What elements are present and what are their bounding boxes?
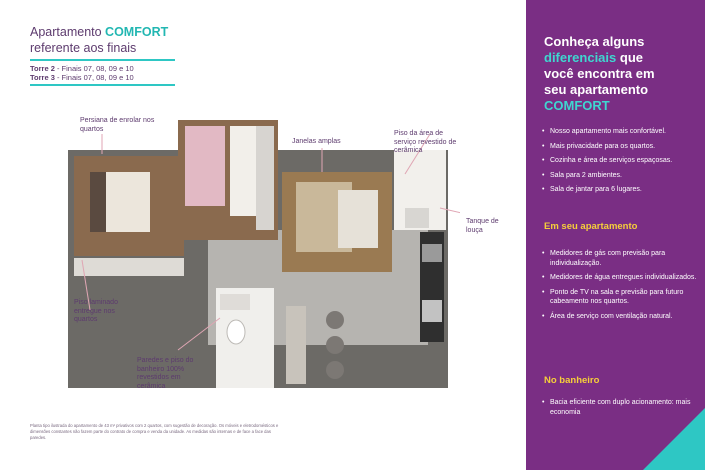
chair-icon bbox=[326, 361, 344, 379]
teal-corner-decoration bbox=[643, 408, 705, 470]
sofa-icon bbox=[338, 190, 378, 248]
section-title-bathroom: No banheiro bbox=[544, 375, 600, 386]
callout-persiana: Persiana de enrolar nos quartos bbox=[80, 117, 155, 133]
chair-icon bbox=[326, 336, 344, 354]
list-item: • Cozinha e área de serviços espaçosas. bbox=[542, 156, 702, 166]
list-item: • Medidores de gás com previsão para individualização. bbox=[542, 249, 702, 268]
list-item: • Sala de jantar para 6 lugares. bbox=[542, 185, 702, 195]
tower-divider bbox=[30, 84, 175, 86]
list-item: • Bacia eficiente com duplo acionamento: mais economia bbox=[542, 398, 702, 417]
page-subtitle: referente aos finais bbox=[30, 41, 137, 55]
list-item: • Sala para 2 ambientes. bbox=[542, 171, 702, 181]
list-item: • Nosso apartamento mais confortável. bbox=[542, 127, 702, 137]
closet-icon bbox=[74, 258, 184, 276]
chair-icon bbox=[326, 311, 344, 329]
tower-line-3: Torre 3 - Finais 07, 08, 09 e 10 bbox=[30, 73, 134, 82]
sink-icon bbox=[422, 300, 442, 322]
bed-2-icon bbox=[185, 126, 225, 206]
features-sidebar bbox=[526, 0, 705, 470]
callout-paredes: Paredes e piso do banheiro 100% revestidos em cerâmica bbox=[137, 357, 194, 390]
bath-sink-icon bbox=[220, 294, 250, 310]
toilet-icon bbox=[227, 320, 245, 344]
title-highlight: COMFORT bbox=[105, 25, 169, 39]
section-title-apartment: Em seu apartamento bbox=[544, 221, 638, 232]
plan-footnote: Planta tipo ilustrada do apartamento de 43 m² privativos com 2 quartos, com sugestão de decoração. Os móveis e eletrodomésticos e dimensões constantes não fazem parte do contrato de compra e venda da unidade. As medidas são internas e de face a face das paredes. bbox=[30, 423, 279, 440]
page-title: Apartamento COMFORT bbox=[30, 25, 169, 39]
wardrobe-icon bbox=[256, 126, 274, 230]
stove-icon bbox=[422, 244, 442, 262]
laundry-tank-icon bbox=[405, 208, 429, 228]
sidebar-heading: Conheça alguns diferenciais que você encontra em seu apartamento COMFORT bbox=[544, 34, 655, 113]
dining-table-icon bbox=[286, 306, 306, 384]
list-item: • Medidores de água entregues individualizados. bbox=[542, 273, 702, 283]
list-item: • Mais privacidade para os quartos. bbox=[542, 142, 702, 152]
title-divider bbox=[30, 59, 175, 61]
callout-piso-servico: Piso da área de serviço revestido de cerâmica bbox=[394, 130, 457, 154]
list-item: • Área de serviço com ventilação natural. bbox=[542, 312, 702, 322]
feature-list bbox=[542, 127, 702, 200]
apartment-list bbox=[542, 249, 702, 326]
tower-line-2: Torre 2 - Finais 07, 08, 09 e 10 bbox=[30, 64, 134, 73]
callout-tanque: Tanque de louça bbox=[466, 218, 499, 234]
bed-headboard-icon bbox=[90, 172, 106, 232]
callout-piso-laminado: Piso laminado entregue nos quartos bbox=[74, 299, 118, 323]
callout-janelas: Janelas amplas bbox=[292, 138, 341, 145]
list-item: • Ponto de TV na sala e previsão para futuro cabeamento nos quartos. bbox=[542, 288, 702, 307]
